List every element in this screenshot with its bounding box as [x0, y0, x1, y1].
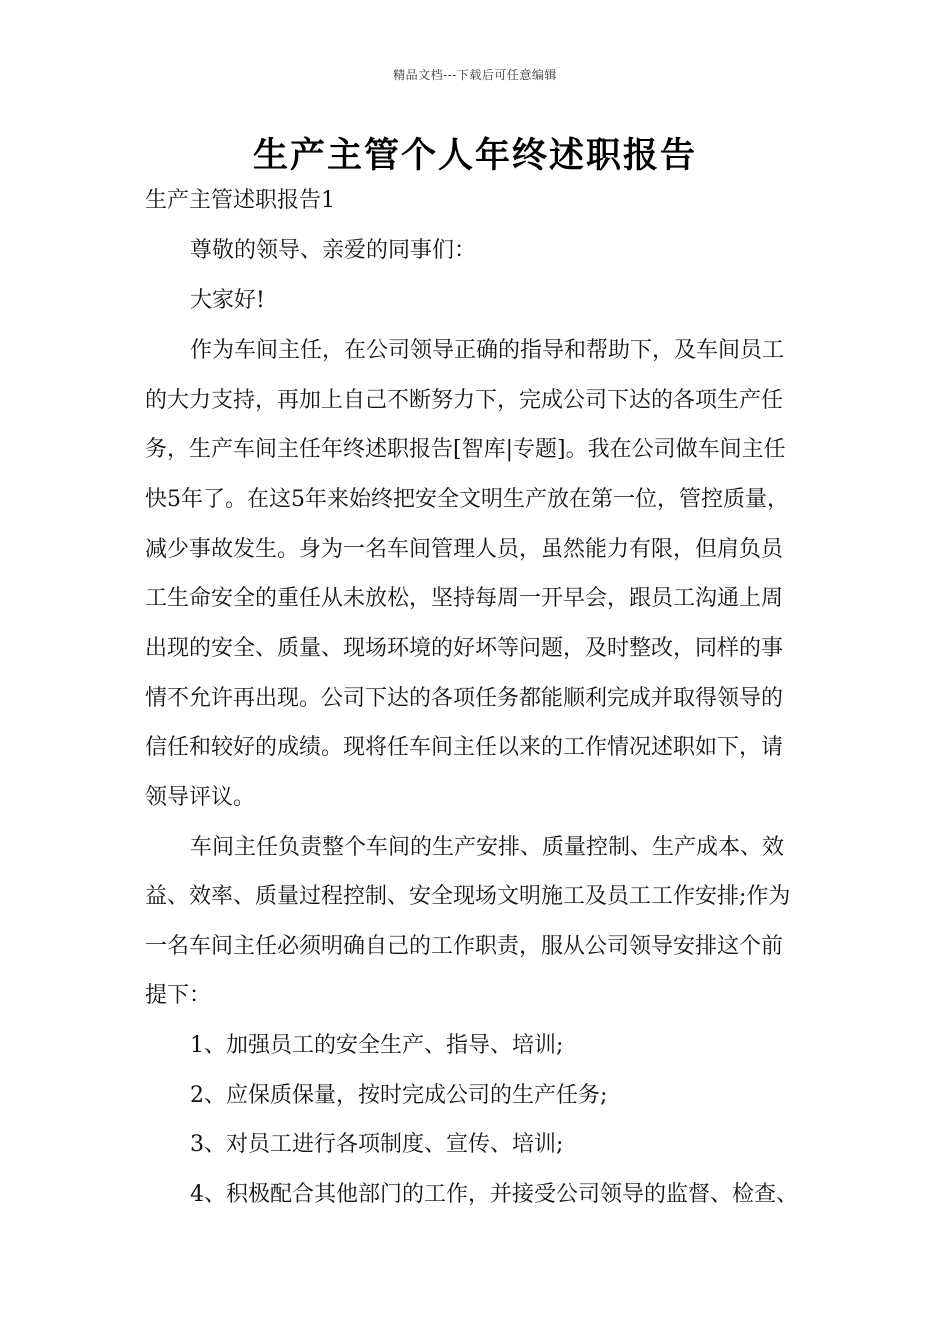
paragraph-line: 信任和较好的成绩。现将任车间主任以来的工作情况述职如下，请: [145, 735, 784, 760]
paragraph-line: 的大力支持，再加上自己不断努力下，完成公司下达的各项生产任: [145, 388, 784, 413]
salutation: 尊敬的领导、亲爱的同事们：: [190, 238, 477, 263]
paragraph-line: 作为车间主任，在公司领导正确的指导和帮助下，及车间员工: [190, 338, 785, 363]
paragraph-line: 领导评议。: [145, 785, 256, 810]
list-item: 2、应保质保量，按时完成公司的生产任务;: [190, 1083, 608, 1108]
document-title: 生产主管个人年终述职报告: [252, 136, 697, 176]
paragraph-line: 车间主任负责整个车间的生产安排、质量控制、生产成本、效: [190, 835, 785, 860]
paragraph-line: 减少事故发生。身为一名车间管理人员，虽然能力有限，但肩负员: [145, 537, 784, 562]
paragraph-line: 出现的安全、质量、现场环境的好坏等问题，及时整改，同样的事: [145, 636, 784, 661]
paragraph-line: 益、效率、质量过程控制、安全现场文明施工及员工工作安排;作为: [145, 884, 791, 909]
list-item: 3、对员工进行各项制度、宣传、培训;: [190, 1132, 564, 1157]
list-item: 1、加强员工的安全生产、指导、培训;: [190, 1033, 564, 1058]
paragraph-line: 一名车间主任必须明确自己的工作职责，服从公司领导安排这个前: [145, 934, 784, 959]
section-heading: 生产主管述职报告1: [145, 188, 335, 213]
page-header: 精品文档---下载后可任意编辑: [393, 68, 557, 82]
paragraph-line: 务，生产车间主任年终述职报告[智库|专题]。我在公司做车间主任: [145, 437, 786, 462]
paragraph-line: 情不允许再出现。公司下达的各项任务都能顺利完成并取得领导的: [145, 686, 784, 711]
paragraph-line: 工生命安全的重任从未放松，坚持每周一开早会，跟员工沟通上周: [145, 586, 784, 611]
paragraph-line: 提下：: [145, 983, 212, 1008]
paragraph-line: 快5年了。在这5年来始终把安全文明生产放在第一位，管控质量，: [145, 487, 789, 512]
list-item: 4、积极配合其他部门的工作，并接受公司领导的监督、检查、: [190, 1182, 798, 1207]
greeting: 大家好!: [190, 288, 265, 313]
